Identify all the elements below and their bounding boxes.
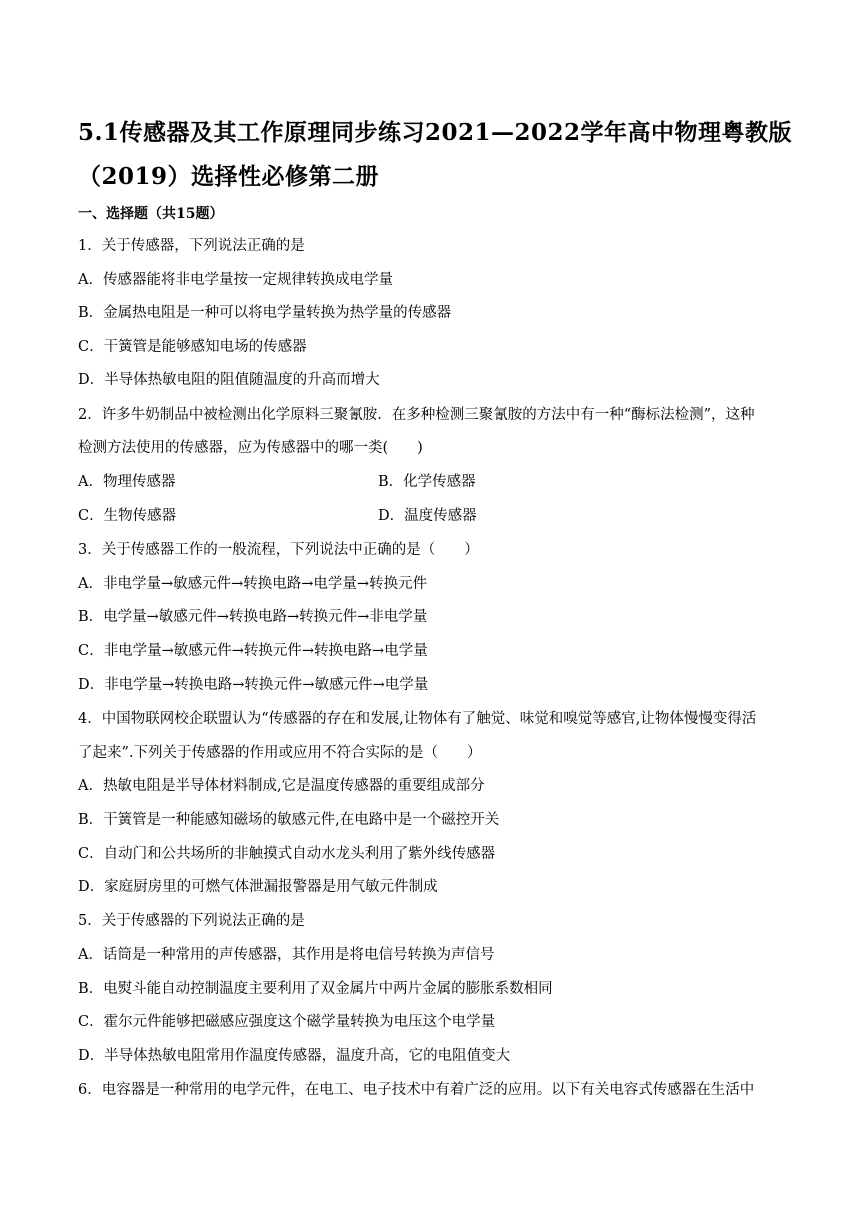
question-4-stem-line-1: 4．中国物联网校企联盟认为“传感器的存在和发展,让物体有了触觉、味觉和嗅觉等感官,让物体慢慢变得活 xyxy=(78,711,757,727)
question-3-option-b: B．电学量→敏感元件→转换电路→转换元件→非电学量 xyxy=(78,609,428,625)
question-4-option-d: D．家庭厨房里的可燃气体泄漏报警器是用气敏元件制成 xyxy=(78,879,438,895)
question-4-stem-line-2: 了起来”.下列关于传感器的作用或应用不符合实际的是（ ） xyxy=(78,745,482,761)
question-1-option-a: A．传感器能将非电学量按一定规律转换成电学量 xyxy=(78,272,393,288)
question-4-option-c: C．自动门和公共场所的非触摸式自动水龙头利用了紫外线传感器 xyxy=(78,846,496,862)
question-2-option-b: B．化学传感器 xyxy=(378,474,476,490)
document-title-line-1: 5.1传感器及其工作原理同步练习2021—2022学年高中物理粤教版 xyxy=(78,119,793,146)
question-2-stem-line-1: 2．许多牛奶制品中被检测出化学原料三聚氰胺．在多种检测三聚氰胺的方法中有一种“酶标法检测”，这种 xyxy=(78,407,755,423)
document-title-line-2: （2019）选择性必修第二册 xyxy=(78,163,380,190)
question-2-stem-line-2: 检测方法使用的传感器，应为传感器中的哪一类( ) xyxy=(78,440,423,456)
question-1-option-d: D．半导体热敏电阻的阻值随温度的升高而增大 xyxy=(78,372,380,388)
section-heading: 一、选择题（共15题） xyxy=(78,206,224,222)
question-1-option-b: B．金属热电阻是一种可以将电学量转换为热学量的传感器 xyxy=(78,305,452,321)
question-5-option-c: C．霍尔元件能够把磁感应强度这个磁学量转换为电压这个电学量 xyxy=(78,1014,496,1030)
question-4-option-b: B．干簧管是一种能感知磁场的敏感元件,在电路中是一个磁控开关 xyxy=(78,812,500,828)
question-3-option-d: D．非电学量→转换电路→转换元件→敏感元件→电学量 xyxy=(78,677,429,693)
question-6-stem: 6．电容器是一种常用的电学元件，在电工、电子技术中有着广泛的应用。以下有关电容式传感器在生活中 xyxy=(78,1082,755,1098)
question-5-option-a: A．话筒是一种常用的声传感器，其作用是将电信号转换为声信号 xyxy=(78,947,495,963)
question-5-stem: 5．关于传感器的下列说法正确的是 xyxy=(78,913,305,929)
question-1-option-c: C．干簧管是能够感知电场的传感器 xyxy=(78,339,307,355)
question-3-stem: 3．关于传感器工作的一般流程，下列说法中正确的是（ ） xyxy=(78,542,479,558)
question-5-option-d: D．半导体热敏电阻常用作温度传感器，温度升高，它的电阻值变大 xyxy=(78,1048,511,1064)
question-2-option-d: D．温度传感器 xyxy=(378,508,477,524)
question-2-option-a: A．物理传感器 xyxy=(78,474,176,490)
question-1-stem: 1．关于传感器，下列说法正确的是 xyxy=(78,238,305,254)
question-3-option-c: C．非电学量→敏感元件→转换元件→转换电路→电学量 xyxy=(78,643,428,659)
question-5-option-b: B．电熨斗能自动控制温度主要利用了双金属片中两片金属的膨胀系数相同 xyxy=(78,981,553,997)
question-2-option-c: C．生物传感器 xyxy=(78,508,177,524)
question-4-option-a: A．热敏电阻是半导体材料制成,它是温度传感器的重要组成部分 xyxy=(78,778,485,794)
question-3-option-a: A．非电学量→敏感元件→转换电路→电学量→转换元件 xyxy=(78,576,428,592)
